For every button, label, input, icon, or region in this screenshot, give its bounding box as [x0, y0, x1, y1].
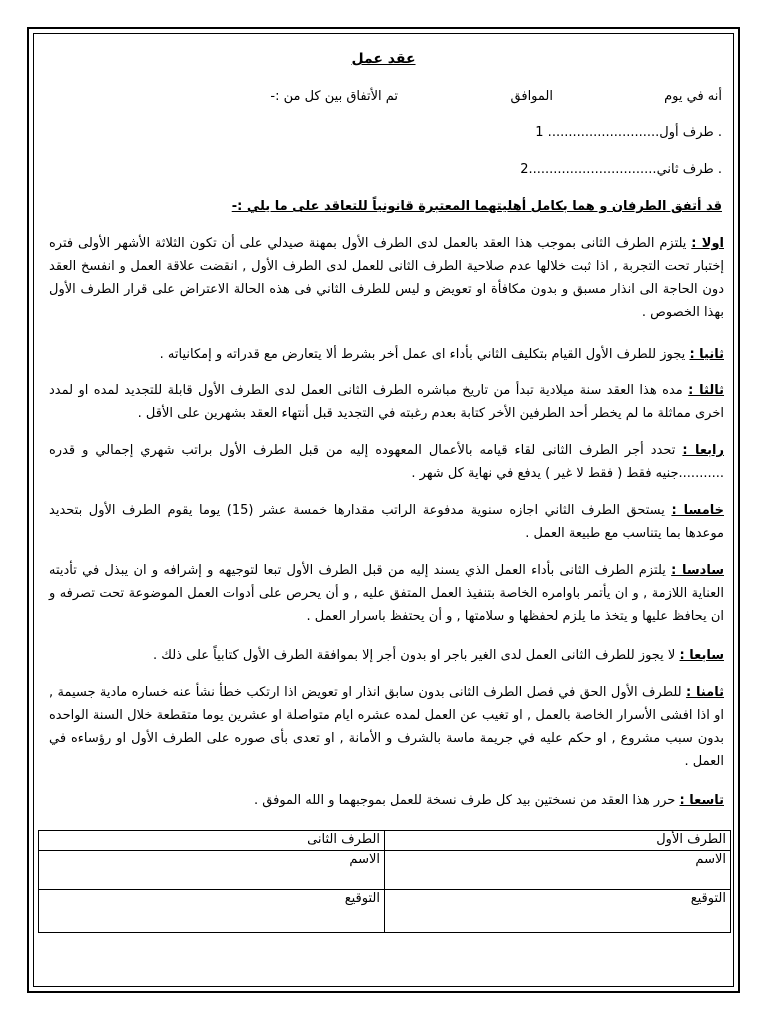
party2-line: 2...............................طرف ثاني .	[520, 162, 722, 177]
signature-label: التوقيع	[344, 891, 380, 906]
name-label: الاسم	[695, 852, 726, 867]
clause-text: حرر هذا العقد من نسختين بيد كل طرف نسخة للعمل بموجبهما و الله الموفق .	[254, 793, 676, 808]
clause-label: رابعا :	[682, 443, 724, 458]
contract-title: عقد عمل	[351, 51, 416, 67]
clause-text: مده هذا العقد سنة ميلادية تبدأ من تاريخ مباشره الطرف الثانى العمل لدى الطرف الأول قابلة للتجديد لمده او لمدد اخرى مماثلة ما لم يخطر أحد الطرفين الأخر كتابة بعدم رغبته في التجديد قبل أنتهاء العقد بشهرين على الأقل .	[49, 383, 724, 421]
first-party-signature-cell[interactable]	[385, 890, 731, 933]
clause-2	[49, 343, 724, 366]
clause-text: يجوز للطرف الأول القيام بتكليف الثاني بأداء اى عمل أخر بشرط ألا يتعارض مع قدراته و إمكانياته .	[159, 347, 686, 362]
agreement-heading: قد أتفق الطرفان و هما بكامل أهليتهما المعتبرة قانونياً للتعاقد على ما يلي :-	[231, 199, 722, 214]
clause-4	[49, 439, 724, 485]
clause-label: اولا :	[691, 236, 724, 251]
second-party-name-cell[interactable]	[39, 851, 385, 890]
clause-label: سادسا :	[671, 563, 724, 578]
intro-corresponding: الموافق	[510, 89, 553, 104]
signature-label: التوقيع	[690, 891, 726, 906]
clause-label: ثانيا :	[689, 347, 724, 362]
party1-line: 1 ...........................طرف أول .	[535, 125, 722, 140]
name-label: الاسم	[349, 852, 380, 867]
clause-6	[49, 559, 724, 628]
signature-header-row	[39, 831, 731, 851]
clause-text: لا يجوز للطرف الثانى العمل لدى الغير باجر او بدون أجر إلا بموافقة الطرف الأول كتابياً على ذلك .	[153, 648, 676, 663]
document-page	[27, 27, 740, 993]
signature-name-row	[39, 851, 731, 890]
clause-9	[49, 789, 724, 812]
clause-text: يستحق الطرف الثاني اجازه سنوية مدفوعة الراتب مقدارها خمسة عشر (15) يوما يقوم الطرف الأول بتحديد موعدها بما يتناسب مع طبيعة العمل .	[49, 503, 724, 541]
first-party-header: الطرف الأول	[385, 831, 731, 851]
clause-8	[49, 681, 724, 773]
clause-label: خامسا :	[671, 503, 724, 518]
clause-text: يلتزم الطرف الثانى بموجب هذا العقد بالعمل لدى الطرف الأول بمهنة صيدلي على أن تكون الثلاثة الأشهر الأولى فتره إختبار تحت التجربة , اذا ثبت خلالها عدم صلاحية الطرف الثانى للعمل لدى الطرف الأول , انقضت علاقة العمل و انفسخ العقد دون الحاجة الى انذار مسبق و بدون مكافأة او تعويض و ليس للطرف الثاني فى هذه الحالة الاعتراض على قرار الطرف الأول بهذا الخصوص .	[49, 236, 724, 320]
signature-sign-row	[39, 890, 731, 933]
clause-text: يلتزم الطرف الثانى بأداء العمل الذي يسند إليه من قبل الطرف الأول تبعا لتوجيهه و إشرافه و ان يبذل في تأديته العناية اللازمة , و ان يأتمر باوامره الخاصة بتنفيذ العمل المتفق عليه , و أن يحرص على أدوات العمل الموضوعة تحت تصرفه و ان يحافظ عليها و يتخذ ما يلزم لحفظها و سلامتها , و أن يحتفظ باسرار العمل .	[49, 563, 724, 624]
clause-text: تحدد أجر الطرف الثانى لقاء قيامه بالأعمال المعهوده إليه من قبل الطرف الأول براتب شهري إجمالي و قدره ...........جنيه فقط ( فقط لا غير ) يدفع في نهاية كل شهر .	[49, 443, 724, 481]
clause-label: تاسعا :	[679, 793, 724, 808]
second-party-header: الطرف الثانى	[39, 831, 385, 851]
first-party-name-cell[interactable]	[385, 851, 731, 890]
signature-table	[38, 830, 731, 933]
clause-label: ثامنا :	[686, 685, 724, 700]
clause-5	[49, 499, 724, 545]
clause-3	[49, 379, 724, 425]
clause-text: للطرف الأول الحق في فصل الطرف الثانى بدون سابق انذار او تعويض اذا ارتكب خطأ نشأ عنه خساره مادية جسيمة , او اذا افشى الأسرار الخاصة بالعمل , او تغيب عن العمل لمده عشره ايام متواصلة او عشرين يوما متقطعة خلال السنة الواحده بدون سبب مشروع , او حكم عليه في جريمة ماسة بالشرف و الأمانة , او تعدى بأى صوره على الطرف الأول او رؤساءه في العمل .	[49, 685, 724, 769]
clause-7	[49, 644, 724, 667]
intro-agreed: تم الأتفاق بين كل من :-	[270, 89, 398, 104]
second-party-signature-cell[interactable]	[39, 890, 385, 933]
clause-label: ثالثا :	[688, 383, 725, 398]
clause-1	[49, 232, 724, 324]
clause-label: سابعا :	[679, 648, 724, 663]
intro-day: أنه في يوم	[664, 89, 722, 104]
